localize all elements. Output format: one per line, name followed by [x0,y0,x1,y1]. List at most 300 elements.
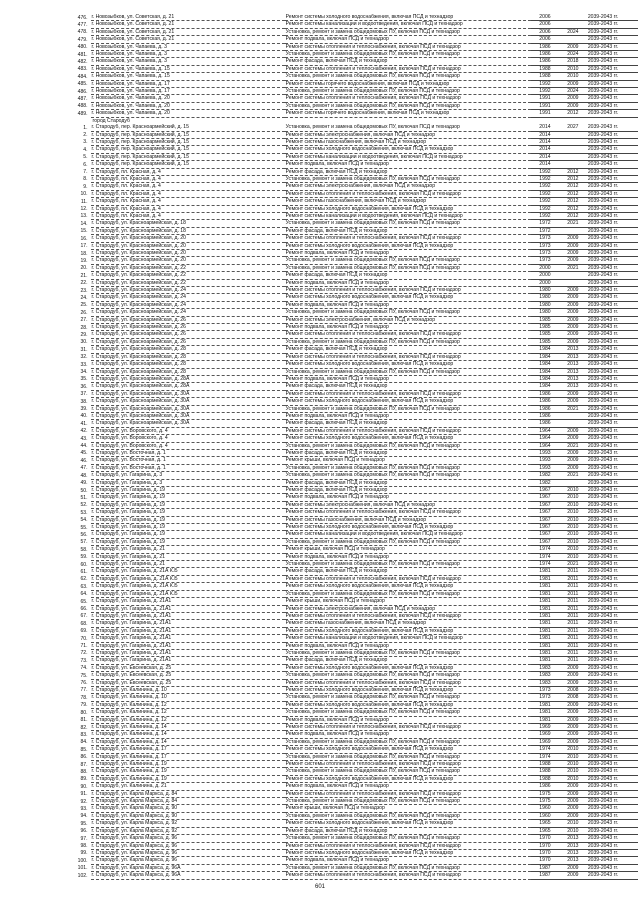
work-type-cell: Установка, ремонт и замена общедомовых ПУ, включая ПСД и технадзор [285,51,531,58]
section-title: город Стародуб [92,117,130,124]
address-cell: г. Стародуб, ул. Гагарина, д. 21А К.Б [91,583,285,590]
planned-period-cell: 2039-2043 гг. [587,257,638,264]
address-cell: г. Новозыбков, ул. Чапаева, д. 3 [91,43,285,50]
work-type-cell: Ремонт подвала, включая ПСД и технадзор [285,412,531,419]
work-type-cell: Установка, ремонт и замена общедомовых ПУ, включая ПСД и технадзор [285,649,531,656]
table-row [58,509,638,516]
planned-period-cell: 2039-2043 гг. [587,612,638,619]
planned-period-cell: 2039-2043 гг. [587,709,638,716]
row-number: 1. [83,124,88,131]
planned-period-cell: 2039-2043 гг. [587,168,638,175]
row-number: 476. [77,14,88,21]
last-repair-year-cell: 2009 [559,398,587,405]
address-cell: г. Стародуб, пл. Красная, д. 4 [91,168,285,175]
year-built-cell: 2014 [531,138,559,145]
row-number: 37. [80,391,88,398]
table-row [58,88,638,95]
last-repair-year-cell: 2010 [559,509,587,516]
address-cell: г. Стародуб, ул. Карла Маркса, д. 92 [91,827,285,834]
work-type-cell: Ремонт подвала, включая ПСД и технадзор [285,553,531,560]
last-repair-year-cell: 2009 [559,738,587,745]
last-repair-year-cell: 2011 [559,568,587,575]
address-cell: г. Стародуб, ул. Калинина, д. 21 [91,783,285,790]
address-cell: г. Стародуб, ул. Гагарина, д. 21А1 [91,649,285,656]
address-cell: г. Стародуб, ул. Калинина, д. 10 [91,694,285,701]
row-number: 64. [80,591,88,598]
address-cell: г. Стародуб, ул. Евсеевская, д. 25 [91,679,285,686]
address-cell: г. Стародуб, ул. Гагарина, д. 21А1 [91,605,285,612]
address-cell: г. Стародуб, ул. Красноармейская, д. 20 [91,250,285,257]
planned-period-cell: 2039-2043 гг. [587,457,638,464]
planned-period-cell: 2039-2043 гг. [587,435,638,442]
planned-period-cell: 2039-2043 гг. [587,701,638,708]
last-repair-year-cell: 2011 [559,635,587,642]
work-type-cell: Ремонт крыши, включая ПСД и технадзор [285,598,531,605]
last-repair-year-cell: 2021 [559,264,587,271]
table-row [58,561,638,568]
row-number: 71. [80,643,88,650]
year-built-cell: 1983 [531,664,559,671]
row-number: 484. [77,73,88,80]
planned-period-cell: 2039-2043 гг. [587,842,638,849]
row-number: 35. [80,376,88,383]
work-type-cell: Ремонт подвала, включая ПСД и технадзор [285,857,531,864]
planned-period-cell: 2039-2043 гг. [587,124,638,131]
row-number: 66. [80,606,88,612]
planned-period-cell: 2039-2043 гг. [587,561,638,568]
year-built-cell: 1970 [531,835,559,842]
table-row [58,635,638,642]
last-repair-year-cell: 2011 [559,575,587,582]
planned-period-cell: 2039-2043 гг. [587,235,638,242]
year-built-cell: 1980 [531,309,559,316]
year-built-cell: 1974 [531,753,559,760]
year-built-cell: 1986 [531,398,559,405]
address-cell: г. Стародуб, пер. Красноармейский, д. 15 [91,161,285,168]
year-built-cell: 1975 [531,790,559,797]
last-repair-year-cell: 2013 [559,383,587,390]
year-built-cell: 1964 [531,442,559,449]
table-row [58,324,638,331]
address-cell: г. Стародуб, пл. Красная, д. 4 [91,212,285,219]
last-repair-year-cell [559,161,587,168]
row-number: 85. [80,746,88,753]
table-row [58,775,638,782]
row-number: 96. [80,828,88,835]
year-built-cell: 2014 [531,131,559,138]
year-built-cell: 1992 [531,190,559,197]
work-type-cell: Установка, ремонт и замена общедомовых ПУ, включая ПСД и технадзор [285,88,531,95]
work-type-cell: Установка, ремонт и замена общедомовых ПУ, включая ПСД и технадзор [285,220,531,227]
work-type-cell: Ремонт системы электроснабжения, включая ПСД и технадзор [285,131,531,138]
planned-period-cell: 2039-2043 гг. [587,420,638,427]
row-number: 89. [80,776,88,783]
row-number: 4. [83,146,88,153]
last-repair-year-cell: 2011 [559,620,587,627]
table-row [58,872,638,879]
planned-period-cell: 2039-2043 гг. [587,575,638,582]
year-built-cell: 1983 [531,672,559,679]
last-repair-year-cell: 2009 [559,309,587,316]
work-type-cell: Ремонт системы холодного водоснабжения, включая ПСД и технадзор [285,820,531,827]
year-built-cell: 1960 [531,812,559,819]
last-repair-year-cell: 2024 [559,28,587,35]
row-number: 48. [80,472,88,479]
last-repair-year-cell: 2009 [559,709,587,716]
address-cell: г. Стародуб, ул. Красноармейская, д. 28 [91,361,285,368]
work-type-cell: Ремонт системы отопления и теплоснабжения, включая ПСД и технадзор [285,679,531,686]
last-repair-year-cell: 2009 [559,783,587,790]
year-built-cell: 2006 [531,14,559,21]
work-type-cell: Ремонт фасада, включая ПСД и технадзор [285,420,531,427]
address-cell: г. Стародуб, ул. Гагарина, д. 21А1 [91,635,285,642]
table-row [58,657,638,664]
planned-period-cell: 2039-2043 гг. [587,820,638,827]
work-type-cell: Ремонт системы холодного водоснабжения, включая ПСД и технадзор [285,398,531,405]
planned-period-cell: 2039-2043 гг. [587,398,638,405]
address-cell: г. Стародуб, ул. Калинина, д. 12 [91,709,285,716]
address-cell: г. Стародуб, ул. Гагарина, д. 21А1 [91,657,285,664]
row-number: 57. [80,539,88,546]
planned-period-cell: 2039-2043 гг. [587,627,638,634]
address-cell: г. Стародуб, ул. Калинина, д. 19 [91,768,285,775]
address-cell: г. Стародуб, ул. Гагарина, д. 21А К.Б [91,590,285,597]
planned-period-cell: 2039-2043 гг. [587,583,638,590]
planned-period-cell: 2039-2043 гг. [587,694,638,701]
address-cell: г. Стародуб, ул. Карла Маркса, д. 90 [91,812,285,819]
year-built-cell: 1973 [531,257,559,264]
planned-period-cell: 2039-2043 гг. [587,642,638,649]
planned-period-cell: 2039-2043 гг. [587,427,638,434]
last-repair-year-cell: 2009 [559,338,587,345]
table-row [58,864,638,871]
table-row [58,427,638,434]
work-type-cell: Установка, ремонт и замена общедомовых ПУ, включая ПСД и технадзор [285,709,531,716]
planned-period-cell: 2039-2043 гг. [587,798,638,805]
year-built-cell: 2000 [531,264,559,271]
address-cell: г. Стародуб, ул. Гагарина, д. 21 [91,553,285,560]
year-built-cell: 1981 [531,605,559,612]
year-built-cell: 2014 [531,161,559,168]
year-built-cell: 1969 [531,731,559,738]
year-built-cell: 1992 [531,88,559,95]
planned-period-cell: 2039-2043 гг. [587,242,638,249]
address-cell: г. Стародуб, ул. Калинина, д. 14 [91,724,285,731]
work-type-cell: Ремонт системы отопления и теплоснабжения, включая ПСД и технадзор [285,575,531,582]
year-built-cell: 1964 [531,427,559,434]
planned-period-cell: 2039-2043 гг. [587,568,638,575]
table-row [58,131,638,138]
table-row [58,21,638,28]
row-number: 102. [77,872,88,879]
row-number: 480. [77,44,88,51]
year-built-cell: 1993 [531,449,559,456]
last-repair-year-cell: 2009 [559,95,587,102]
row-number: 83. [80,731,88,738]
year-built-cell: 1967 [531,524,559,531]
address-cell: г. Стародуб, пер. Красноармейский, д. 15 [91,138,285,145]
last-repair-year-cell: 2009 [559,390,587,397]
last-repair-year-cell: 2009 [559,812,587,819]
row-number: 61. [80,568,88,575]
row-number: 36. [80,383,88,390]
address-cell: г. Стародуб, ул. Красноармейская, д. 30А [91,398,285,405]
year-built-cell: 2014 [531,146,559,153]
planned-period-cell: 2039-2043 гг. [587,102,638,109]
planned-period-cell: 2039-2043 гг. [587,679,638,686]
planned-period-cell: 2039-2043 гг. [587,65,638,72]
year-built-cell: 1967 [531,538,559,545]
year-built-cell: 1973 [531,686,559,693]
table-row [58,102,638,109]
work-type-cell: Ремонт системы отопления и теплоснабжения, включая ПСД и технадзор [285,509,531,516]
table-row [58,812,638,819]
row-number: 87. [80,761,88,768]
planned-period-cell: 2039-2043 гг. [587,849,638,856]
row-number: 13. [80,213,88,220]
table-row [58,412,638,419]
table-row [58,768,638,775]
table-row [58,835,638,842]
table-row [58,95,638,102]
row-number: 34. [80,369,88,375]
address-cell: г. Стародуб, ул. Гагарина, д. 19 [91,531,285,538]
address-cell: г. Стародуб, ул. Гагарина, д. 19 [91,509,285,516]
work-type-cell: Установка, ремонт и замена общедомовых ПУ, включая ПСД и технадзор [285,102,531,109]
row-number: 32. [80,354,88,361]
planned-period-cell: 2039-2043 гг. [587,753,638,760]
year-built-cell: 1972 [531,220,559,227]
work-type-cell: Ремонт системы холодного водоснабжения, включая ПСД и технадзор [285,242,531,249]
address-cell: г. Стародуб, ул. Гагарина, д. 3 [91,472,285,479]
address-cell: г. Стародуб, ул. Воровского, д. 4 [91,435,285,442]
address-cell: г. Стародуб, ул. Красноармейская, д. 28 [91,353,285,360]
address-cell: г. Стародуб, ул. Калинина, д. 12 [91,701,285,708]
table-row [58,590,638,597]
planned-period-cell: 2039-2043 гг. [587,294,638,301]
last-repair-year-cell: 2012 [559,212,587,219]
last-repair-year-cell [559,131,587,138]
work-type-cell: Установка, ремонт и замена общедомовых ПУ, включая ПСД и технадзор [285,672,531,679]
planned-period-cell: 2039-2043 гг. [587,768,638,775]
table-row [58,242,638,249]
table-row [58,620,638,627]
last-repair-year-cell: 2012 [559,110,587,117]
row-number: 43. [80,435,88,442]
planned-period-cell: 2039-2043 гг. [587,635,638,642]
table-row [58,783,638,790]
table-row [58,487,638,494]
table-row [58,257,638,264]
work-type-cell: Ремонт системы газоснабжения, включая ПСД и технадзор [285,516,531,523]
last-repair-year-cell [559,272,587,279]
address-cell: г. Стародуб, ул. Восточная, д. 1 [91,457,285,464]
table-row [58,849,638,856]
table-row [58,435,638,442]
table-row [58,124,638,131]
work-type-cell: Ремонт системы газоснабжения, включая ПСД и технадзор [285,138,531,145]
work-type-cell: Ремонт подвала, включая ПСД и технадзор [285,375,531,382]
row-number: 101. [77,865,88,872]
work-type-cell: Установка, ремонт и замена общедомовых ПУ, включая ПСД и технадзор [285,338,531,345]
year-built-cell: 1992 [531,198,559,205]
address-cell: г. Новозыбков, ул. Чапаева, д. 15 [91,65,285,72]
table-row [58,175,638,182]
address-cell: г. Стародуб, ул. Карла Маркса, д. 96 [91,849,285,856]
work-type-cell: Ремонт системы холодного водоснабжения, включая ПСД и технадзор [285,701,531,708]
address-cell: г. Стародуб, ул. Гагарина, д. 21А1 [91,598,285,605]
year-built-cell: 1970 [531,857,559,864]
work-type-cell: Ремонт системы холодного водоснабжения, включая ПСД и технадзор [285,664,531,671]
last-repair-year-cell: 2009 [559,701,587,708]
year-built-cell: 1981 [531,575,559,582]
last-repair-year-cell: 2010 [559,775,587,782]
address-cell: г. Стародуб, ул. Калинина, д. 12 [91,716,285,723]
year-built-cell: 1981 [531,716,559,723]
year-built-cell: 1974 [531,561,559,568]
year-built-cell: 1983 [531,679,559,686]
year-built-cell: 2006 [531,28,559,35]
year-built-cell: 1988 [531,768,559,775]
last-repair-year-cell: 2021 [559,220,587,227]
work-type-cell: Ремонт подвала, включая ПСД и технадзор [285,279,531,286]
last-repair-year-cell: 2021 [559,561,587,568]
table-row [58,790,638,797]
year-built-cell: 1981 [531,657,559,664]
planned-period-cell: 2039-2043 гг. [587,73,638,80]
last-repair-year-cell: 2010 [559,753,587,760]
address-cell: г. Стародуб, ул. Красноармейская, д. 26 [91,331,285,338]
year-built-cell: 1972 [531,227,559,234]
address-cell: г. Стародуб, ул. Красноармейская, д. 26 [91,316,285,323]
work-type-cell: Ремонт системы холодного водоснабжения, включая ПСД и технадзор [285,361,531,368]
table-row [58,73,638,80]
last-repair-year-cell: 2011 [559,649,587,656]
row-number: 90. [80,783,88,790]
work-type-cell: Ремонт системы канализации и водоотведения, включая ПСД и технадзор [285,531,531,538]
address-cell: г. Новозыбков, ул. Чапаева, д. 20 [91,95,285,102]
work-type-cell: Установка, ремонт и замена общедомовых ПУ, включая ПСД и технадзор [285,28,531,35]
planned-period-cell: 2039-2043 гг. [587,872,638,879]
last-repair-year-cell: 2009 [559,731,587,738]
row-number: 30. [80,339,88,346]
planned-period-cell: 2039-2043 гг. [587,501,638,508]
planned-period-cell: 2039-2043 гг. [587,190,638,197]
address-cell: г. Новозыбков, ул. Советская, д. 21 [91,36,285,43]
work-type-cell: Ремонт системы холодного водоснабжения, включая ПСД и технадзор [285,627,531,634]
table-row [58,36,638,43]
planned-period-cell: 2039-2043 гг. [587,857,638,864]
year-built-cell: 1986 [531,405,559,412]
table-row [58,642,638,649]
work-type-cell: Ремонт системы холодного водоснабжения, включая ПСД и технадзор [285,205,531,212]
table-row [58,479,638,486]
row-number: 483. [77,66,88,73]
table-row [58,183,638,190]
table-row [58,494,638,501]
last-repair-year-cell: 2013 [559,361,587,368]
row-number: 6. [83,161,88,168]
table-row [58,420,638,427]
last-repair-year-cell: 2009 [559,798,587,805]
last-repair-year-cell: 2009 [559,449,587,456]
last-repair-year-cell: 2013 [559,353,587,360]
row-number: 63. [80,583,88,590]
work-type-cell: Ремонт системы холодного водоснабжения, включая ПСД и технадзор [285,746,531,753]
address-cell: г. Стародуб, ул. Красноармейская, д. 30А [91,405,285,412]
last-repair-year-cell [559,227,587,234]
row-number: 72. [80,650,88,657]
table-row [58,316,638,323]
address-cell: г. Стародуб, ул. Восточная, д. 1 [91,464,285,471]
address-cell: г. Стародуб, ул. Карла Маркса, д. 96 [91,857,285,864]
year-built-cell: 1986 [531,390,559,397]
planned-period-cell: 2039-2043 гг. [587,812,638,819]
address-cell: г. Стародуб, пл. Красная, д. 4 [91,190,285,197]
last-repair-year-cell: 2009 [559,464,587,471]
year-built-cell: 1980 [531,301,559,308]
year-built-cell: 1986 [531,783,559,790]
table-row [58,212,638,219]
address-cell: г. Стародуб, ул. Красноармейская, д. 28А [91,375,285,382]
planned-period-cell: 2039-2043 гг. [587,183,638,190]
address-cell: г. Стародуб, ул. Калинина, д. 10 [91,686,285,693]
last-repair-year-cell: 2009 [559,724,587,731]
table-row [58,398,638,405]
planned-period-cell: 2039-2043 гг. [587,412,638,419]
planned-period-cell: 2039-2043 гг. [587,546,638,553]
table-row [58,649,638,656]
planned-period-cell: 2039-2043 гг. [587,279,638,286]
row-number: 40. [80,413,88,420]
table-row [58,746,638,753]
year-built-cell: 1973 [531,235,559,242]
row-number: 95. [80,820,88,827]
table-row [58,672,638,679]
table-row [58,709,638,716]
table-row [58,14,638,21]
work-type-cell: Ремонт подвала, включая ПСД и технадзор [285,716,531,723]
planned-period-cell: 2039-2043 гг. [587,783,638,790]
work-type-cell: Ремонт фасада, включая ПСД и технадзор [285,479,531,486]
planned-period-cell: 2039-2043 гг. [587,657,638,664]
last-repair-year-cell: 2009 [559,679,587,686]
last-repair-year-cell: 2010 [559,516,587,523]
work-type-cell: Ремонт системы горячего водоснабжения, включая ПСД и технадзор [285,110,531,117]
planned-period-cell: 2039-2043 гг. [587,724,638,731]
last-repair-year-cell: 2011 [559,642,587,649]
year-built-cell: 1985 [531,338,559,345]
address-cell: г. Стародуб, ул. Красноармейская, д. 26 [91,324,285,331]
table-row [58,627,638,634]
work-type-cell: Установка, ремонт и замена общедомовых ПУ, включая ПСД и технадзор [285,590,531,597]
table-row [58,679,638,686]
row-number: 99. [80,850,88,857]
year-built-cell: 1981 [531,583,559,590]
year-built-cell: 1986 [531,412,559,419]
year-built-cell: 1969 [531,724,559,731]
work-type-cell: Установка, ремонт и замена общедомовых ПУ, включая ПСД и технадзор [285,864,531,871]
planned-period-cell: 2039-2043 гг. [587,110,638,117]
table-body [58,14,638,879]
work-type-cell: Установка, ремонт и замена общедомовых ПУ, включая ПСД и технадзор [285,175,531,182]
year-built-cell: 1988 [531,775,559,782]
table-row [58,220,638,227]
address-cell: г. Стародуб, ул. Гагарина, д. 21А К.Б [91,575,285,582]
work-type-cell: Ремонт системы электроснабжения, включая ПСД и технадзор [285,501,531,508]
section-spacer [58,117,91,124]
work-type-cell: Ремонт крыши, включая ПСД и технадзор [285,546,531,553]
